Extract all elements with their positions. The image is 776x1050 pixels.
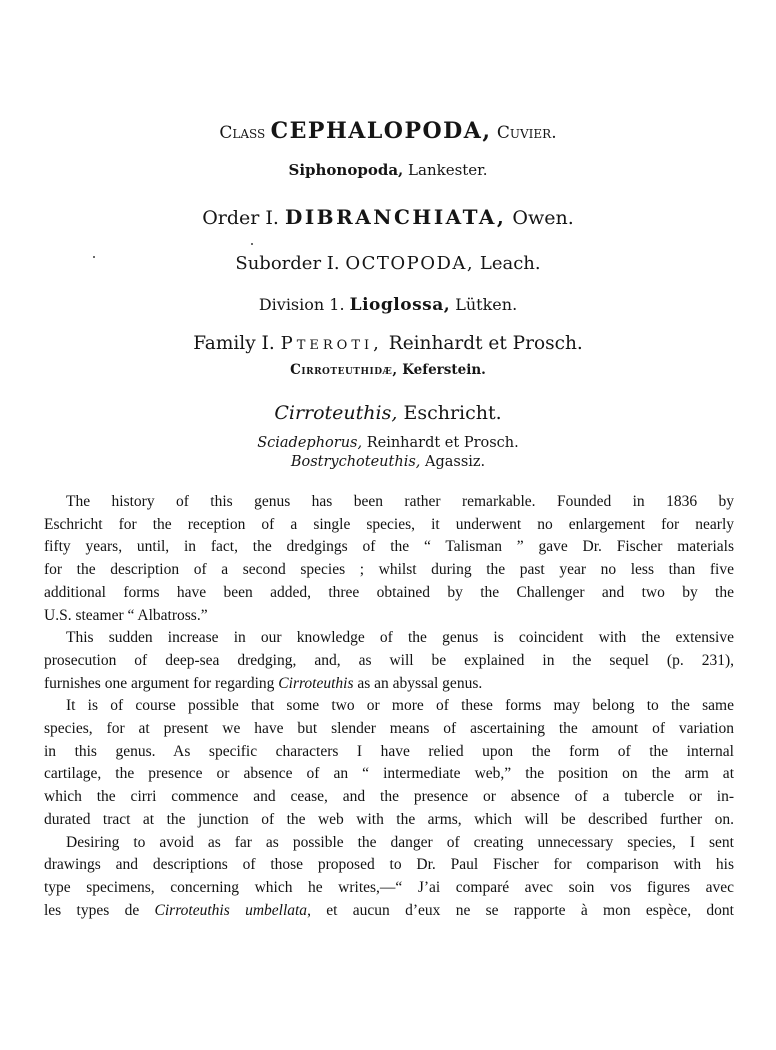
text-segment: U.S. steamer “ Albatross.”	[44, 606, 208, 624]
class-synonym-heading	[0, 160, 776, 180]
text-line	[44, 673, 734, 696]
text-segment: which the cirri commence and cease, and the presence or absence of a tubercle or in-	[44, 788, 734, 806]
paragraph	[44, 832, 734, 923]
text-segment: The history of this genus has been rather remarkable. Founded in 1836 by	[66, 493, 734, 510]
italic-taxon: Cirroteuthis	[278, 674, 354, 692]
text-segment: les types de	[44, 901, 155, 919]
family-synonym-author-name: Keferstein.	[402, 362, 486, 378]
division-rank-label: Division 1.	[258, 295, 345, 314]
text-segment: durated tract at the junction of the web with the arms, which will be described further on.	[44, 810, 734, 828]
ink-speck	[251, 243, 253, 245]
text-line	[44, 741, 734, 764]
class-rank-label: Class	[219, 123, 266, 143]
family-heading	[0, 331, 776, 357]
text-segment: for the description of a second species ; whilst during the past year no less than five	[44, 561, 734, 579]
italic-taxon: Cirroteuthis umbellata	[154, 901, 308, 919]
genus-author-name: Eschricht.	[403, 402, 502, 424]
division-taxon-name: Lioglossa,	[349, 295, 451, 315]
text-line	[44, 786, 734, 809]
text-line	[44, 627, 734, 650]
text-segment: drawings and descriptions of those proposed to Dr. Paul Fischer for comparison with his	[44, 856, 734, 874]
text-segment: additional forms have been added, three obtained by the Challenger and two by the	[44, 583, 734, 601]
division-author-name: Lütken.	[455, 295, 518, 314]
text-line	[44, 695, 734, 718]
class-author-name: Cuvier.	[496, 123, 557, 143]
text-segment: Desiring to avoid as far as possible the danger of creating unnecessary species, I sent	[66, 833, 734, 851]
order-rank-label: Order I.	[202, 207, 279, 229]
text-line	[44, 832, 734, 855]
text-line	[44, 536, 734, 559]
genus-synonym-taxon-name: Sciadephorus,	[257, 435, 363, 451]
text-segment: as an abyssal genus.	[353, 674, 483, 692]
genus-synonym-taxon-name: Bostrychoteuthis,	[290, 454, 421, 470]
text-line	[44, 718, 734, 741]
class-taxon-name: CEPHALOPODA,	[270, 118, 492, 144]
text-line	[44, 877, 734, 900]
suborder-heading	[0, 252, 776, 276]
text-line	[44, 605, 734, 628]
text-line	[44, 582, 734, 605]
synonym-taxon-name: Siphonopoda,	[288, 161, 404, 179]
paragraph	[44, 695, 734, 831]
division-heading	[0, 294, 776, 316]
suborder-rank-label: Suborder I.	[235, 253, 340, 274]
text-line	[44, 514, 734, 537]
text-segment: in this genus. As specific characters I have relied upon the form of the internal	[44, 742, 734, 760]
paragraph	[44, 627, 734, 695]
text-segment: prosecution of deep-sea dredging, and, as will be explained in the sequel (p. 231),	[44, 651, 734, 669]
text-line	[44, 854, 734, 877]
order-taxon-name: DIBRANCHIATA,	[284, 205, 507, 229]
body-text	[44, 491, 734, 922]
order-heading	[0, 203, 776, 232]
text-segment: fifty years, until, in fact, the dredgings of the “ Talisman ” gave Dr. Fischer materials	[44, 538, 734, 556]
text-line	[44, 809, 734, 832]
text-line	[44, 491, 734, 514]
text-segment: , et aucun d’eux ne se rapporte à mon espèce, dont	[307, 901, 734, 919]
suborder-author-name: Leach.	[479, 253, 541, 274]
genus-synonym-author-name: Reinhardt et Prosch.	[366, 435, 519, 451]
genus-taxon-name: Cirroteuthis,	[274, 402, 398, 424]
text-line	[44, 900, 734, 923]
genus-heading	[0, 400, 776, 426]
class-heading	[0, 116, 776, 148]
text-segment: It is of course possible that some two or more of these forms may belong to the same	[66, 697, 734, 715]
family-taxon-name: Pteroti,	[280, 333, 383, 354]
family-synonym-heading	[0, 361, 776, 379]
text-line	[44, 763, 734, 786]
genus-synonym-line	[0, 434, 776, 453]
family-author-name: Reinhardt et Prosch.	[388, 333, 583, 354]
text-segment: species, for at present we have but slender means of ascertaining the amount of variation	[44, 720, 734, 738]
paragraph	[44, 491, 734, 627]
synonym-author-name: Lankester.	[408, 161, 488, 179]
order-author-name: Owen.	[512, 207, 574, 229]
text-segment: type specimens, concerning which he writes,—“ J’ai comparé avec soin vos figures avec	[44, 878, 734, 896]
text-segment: furnishes one argument for regarding	[44, 674, 279, 692]
text-segment: cartilage, the presence or absence of an “ intermediate web,” the position on the arm at	[44, 765, 734, 783]
genus-synonym-line	[0, 453, 776, 472]
text-line	[44, 559, 734, 582]
family-synonym-taxon-name: Cirroteuthidæ,	[290, 362, 398, 378]
family-rank-label: Family I.	[193, 333, 275, 354]
text-segment: Eschricht for the reception of a single species, it underwent no enlargement for nearly	[44, 515, 734, 533]
text-segment: This sudden increase in our knowledge of the genus is coincident with the extensive	[66, 629, 734, 647]
suborder-taxon-name: OCTOPODA,	[345, 253, 475, 274]
text-line	[44, 650, 734, 673]
ink-speck	[93, 256, 95, 258]
genus-synonym-author-name: Agassiz.	[425, 454, 486, 470]
